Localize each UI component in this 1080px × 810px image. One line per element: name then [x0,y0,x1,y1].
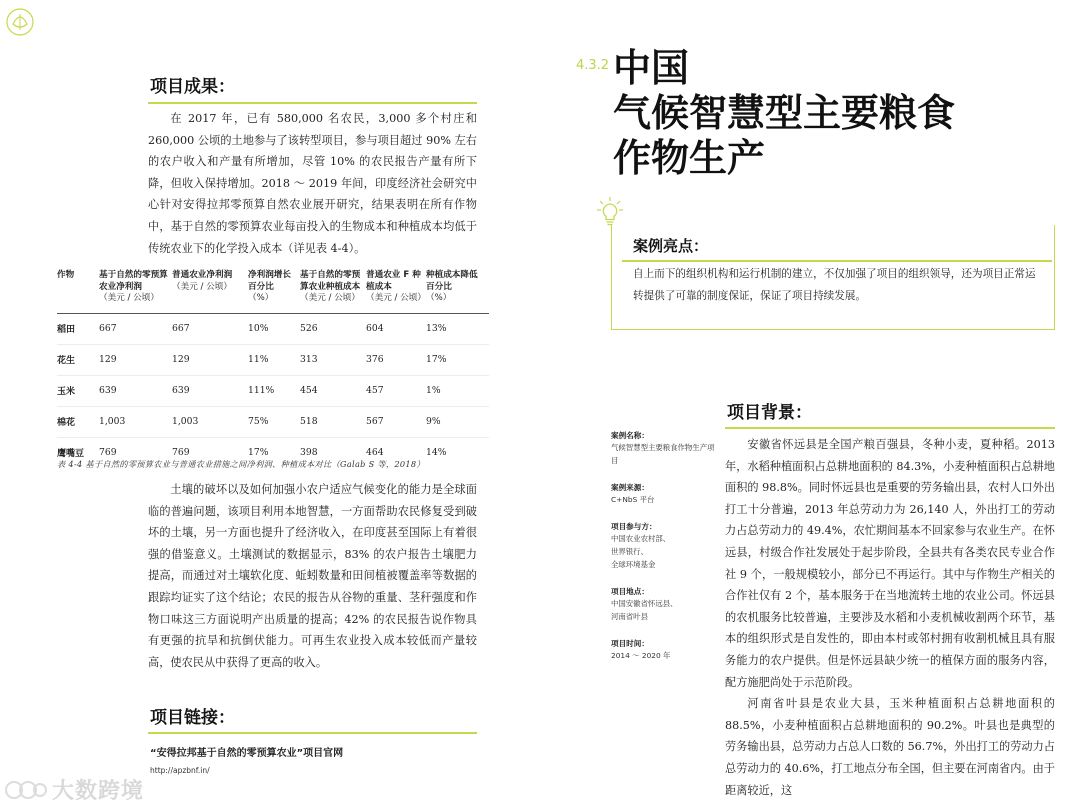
table-row [57,313,489,344]
participant-item: 中国农业农村部、 [611,534,671,543]
highlight-left-bar [611,225,613,329]
case-info-sidebar [611,430,719,677]
table-cell: 769 [172,437,248,468]
title-line: 作物生产 [613,136,766,180]
highlight-box [611,225,1055,330]
leaf-logo-icon [4,4,36,40]
results-paragraph [148,108,477,259]
background-text-2: 河南省叶县是农业大县，玉米种植面积占总耕地面积的 88.5%，小麦种植面积占总耕地面积的 90.2%。叶县也是典型的劳务输出县，总劳动力占总人口数的 56.7%，外出打工的劳动力占总劳动力的 40.6%，打工地点分布全国，但主要在河南省内。由于距离较近，这 [725,697,1055,797]
location-item: 中国安徽省怀远县、 [611,599,678,608]
location-item: 河南省叶县 [611,612,648,621]
background-text-1: 安徽省怀远县是全国产粮百强县，冬种小麦，夏种稻。2013 年，水稻种植面积占总耕地面积的 84.3%，小麦种植面积占总耕地面积的 98.8%。同时怀远县也是重要的劳务输出县，农村人口外出打工十分普遍，2013 年总劳动力为 26,140 人，外出打工的劳动力占总劳动力的 49.4%，农忙期间基本不回家参与农业生产。在怀远县，村级合作社发展处于起步阶段，全县共有各类农民专业合作社 9 个，一般规模较小，部分已不再运行。其中与作物生产相关的合作社仅有 2 个，基本服务于在当地流转土地的农业公司。怀远县的农机服务比较普遍，主要涉及水稻和小麦机械收割两个环节，基本的组织形式是自发性的，即由本村或邻村拥有收割机械且具有服务能力的农户提供。但是怀远县缺少统一的植保方面的服务内容，配方施肥尚处于示范阶段。 [725,438,1055,689]
participant-item: 世界银行、 [611,547,648,556]
soil-paragraph [148,479,477,673]
time-label: 项目时间： [611,639,649,648]
case-name-block [611,430,719,467]
table-cell: 111% [248,375,300,406]
comparison-table [57,270,489,468]
background-heading: 项目背景： [727,403,812,423]
table-cell: 457 [366,375,426,406]
case-name-label: 案例名称： [611,431,649,440]
table-cell: 17% [426,344,489,375]
case-name-value: 气候智慧型主要粮食作物生产项目 [611,443,715,465]
table-cell: 129 [172,344,248,375]
table-header: 净利润增长百分比 （%） [248,270,300,313]
participant-item: 全球环境基金 [611,560,656,569]
source-block [611,482,719,506]
table-cell: 花生 [57,344,99,375]
table-cell: 464 [366,437,426,468]
table-header: 作物 [57,270,99,313]
corner-logo [4,4,36,40]
table-cell: 1,003 [99,406,172,437]
location-block [611,586,719,623]
table-cell: 667 [99,313,172,344]
table-cell: 604 [366,313,426,344]
results-heading: 项目成果： [150,77,235,97]
table-cell: 11% [248,344,300,375]
results-heading-rule [148,102,477,104]
table-cell: 129 [99,344,172,375]
participants-label: 项目参与方： [611,522,657,531]
project-link-title: “安得拉邦基于自然的零预算农业”项目官网 [150,748,344,759]
table-cell: 1% [426,375,489,406]
time-value: 2014 ～ 2020 年 [611,651,671,660]
project-link-url[interactable]: http://apzbnf.in/ [150,766,210,775]
table-cell: 13% [426,313,489,344]
table-caption: 表 4-4 基于自然的零预算农业与普通农业措施之间净利润、种植成本对比（Galab S 等，2018） [57,459,425,469]
table-cell: 棉花 [57,406,99,437]
table-cell: 398 [300,437,366,468]
background-heading-rule [725,427,1055,429]
page-title [613,46,1033,181]
table-cell: 玉米 [57,375,99,406]
table-cell: 667 [172,313,248,344]
links-heading-rule [148,732,477,734]
background-paragraphs [725,434,1055,810]
table-cell: 518 [300,406,366,437]
table-row [57,344,489,375]
table-header: 种植成本降低百分比 （%） [426,270,489,313]
table-header: 普通农业 F 种植成本 （美元 / 公顷） [366,270,426,313]
watermark-logo-icon [4,778,48,802]
table-cell: 454 [300,375,366,406]
table-cell: 376 [366,344,426,375]
table-cell: 75% [248,406,300,437]
table-row [57,406,489,437]
table-header: 基于自然的零预算农业种植成本 （美元 / 公顷） [300,270,366,313]
highlight-rule [622,260,1052,262]
table-cell: 639 [99,375,172,406]
table-cell: 1,003 [172,406,248,437]
source-label: 案例来源： [611,483,649,492]
highlight-text: 自上而下的组织机构和运行机制的建立，不仅加强了项目的组织领导，还为项目正常运转提供了可靠的制度保证，保证了项目持续发展。 [633,268,1036,302]
title-line: 中国 [613,46,690,90]
watermark [4,774,144,805]
table-cell: 鹰嘴豆 [57,437,99,468]
table-cell: 稻田 [57,313,99,344]
participants-block [611,521,719,571]
data-table [57,270,489,468]
location-label: 项目地点： [611,587,649,596]
highlight-heading: 案例亮点： [633,237,709,255]
table-cell: 313 [300,344,366,375]
table-header: 基于自然的零预算农业净利润 （美元 / 公顷） [99,270,172,313]
table-cell: 10% [248,313,300,344]
source-value: C+NbS 平台 [611,495,655,504]
section-number: 4.3.2 [576,58,610,73]
time-block [611,638,719,662]
table-cell: 17% [248,437,300,468]
table-header-row [57,270,489,313]
table-row [57,375,489,406]
links-heading: 项目链接： [150,708,235,728]
results-text: 在 2017 年，已有 580,000 名农民，3,000 多个村庄和 260,000 公顷的土地参与了该转型项目，参与项目超过 90% 左右的农户收入和产量有所增加，尽管 10% 的农民报告产量有所下降，但收入保持增加。2018 ～ 2019 年间，印度经济社会研究中心针对安得拉邦零预算自然农业展开研究，结果表明在所有作物中，基于自然的零预算农业每亩投入的生物成本和种植成本均低于传统农业下的化学投入成本（详见表 4-4）。 [148,112,477,255]
table-cell: 769 [99,437,172,468]
table-cell: 9% [426,406,489,437]
title-line: 气候智慧型主要粮食 [613,91,956,135]
watermark-text: 大数跨境 [52,779,145,804]
table-cell: 639 [172,375,248,406]
table-cell: 526 [300,313,366,344]
table-header: 普通农业净利润 （美元 / 公顷） [172,270,248,313]
soil-text: 土壤的破坏以及如何加强小农户适应气候变化的能力是全球面临的普遍问题，该项目利用本地智慧，一方面帮助农民修复受到破坏的土壤，另一方面也提升了经济收入，在印度甚至国际上有着很强的借鉴意义。土壤测试的数据显示，83% 的农户报告土壤肥力提高，而通过对土壤软化度、蚯蚓数量和田间植被覆盖率等数据的跟踪均证实了这个结论；农民的报告从谷物的重量、茎秆强度和作物口味这三方面说明产出质量的提高；42% 的农民报告说作物具有更强的抗旱和抗倒伏能力。可再生农业投入成本较低而产量较高，使农民从中获得了更高的收入。 [148,483,477,669]
table-cell: 14% [426,437,489,468]
table-cell: 567 [366,406,426,437]
